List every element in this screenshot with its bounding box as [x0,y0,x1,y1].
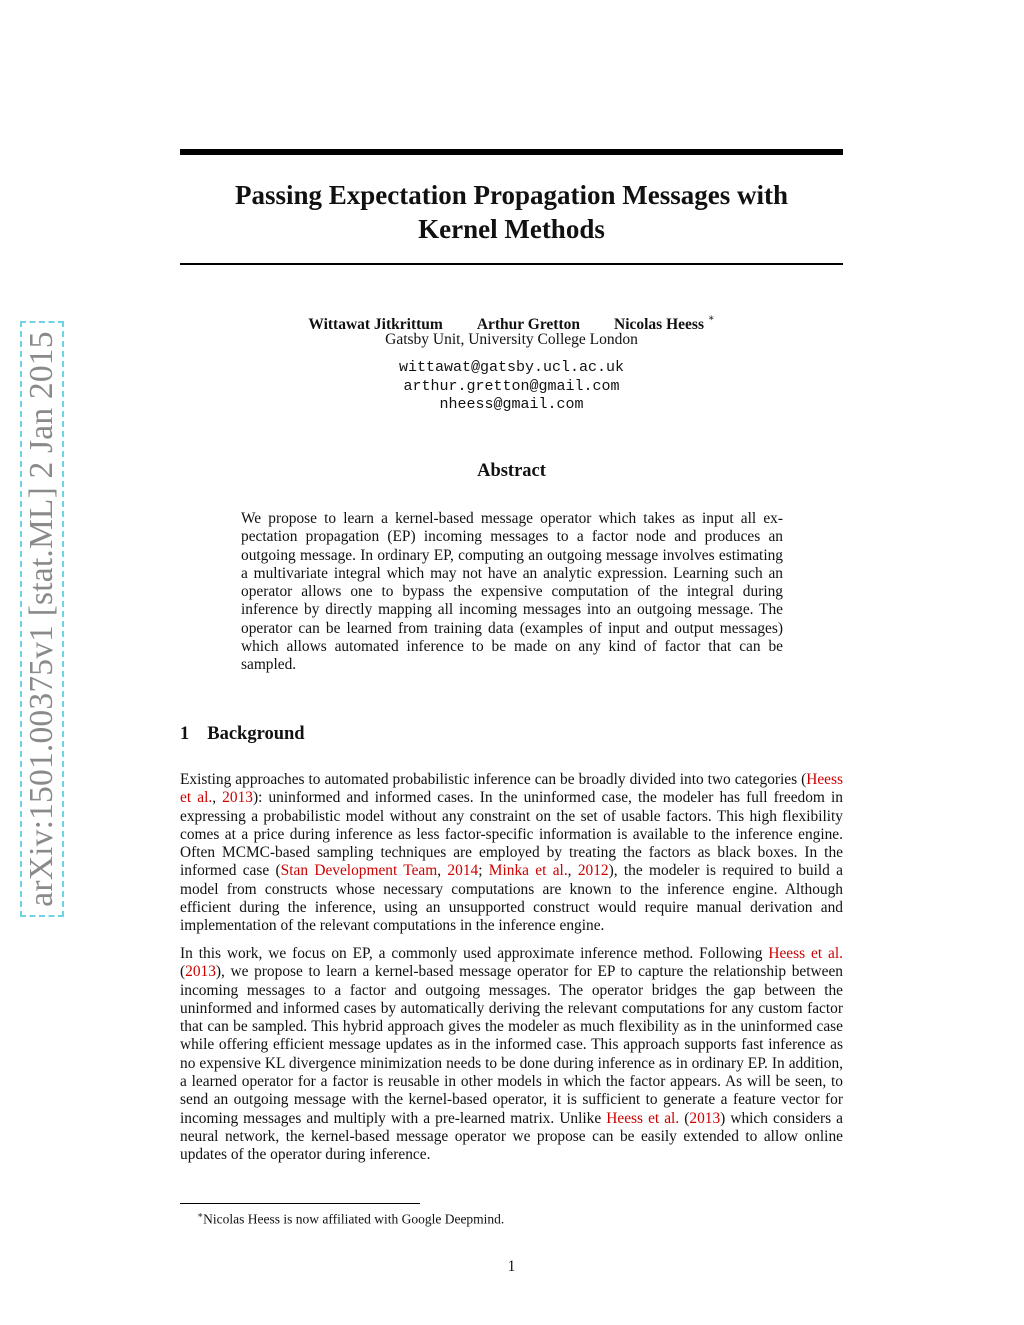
abstract-heading: Abstract [477,461,546,481]
author-affiliation: Gatsby Unit, University College London [385,331,638,348]
citation-link[interactable]: 2013 [185,963,216,981]
section-number: 1 [180,724,190,744]
footnote-mark: ∗ [197,1210,204,1220]
citation-link[interactable]: Stan Development Team [280,862,438,880]
citation-link[interactable]: Heess et al. [606,1109,680,1127]
abstract-text: We propose to learn a kernel-based message operator which takes as input all expectation propagation (EP) incoming messages to a factor node and produces an outgoing message. In ordinary EP, computing an outgoing message involves estimating a multivariate integral which may not have an analytic expression. Learning such an operator allows one to bypass the expensive computation of the integral during inference by directly mapping all incoming messages into an outgoing message. The operator can be learned from training data (examples of input and output messages) which allows automated inference to be made on any kind of factor that can be sampled. [241,510,783,674]
email-address: arthur.gretton@gmail.com [403,377,620,395]
paper-title [180,178,843,246]
author-name: Nicolas Heess ∗ [614,313,715,334]
title-top-rule [180,149,843,155]
citation-link[interactable]: Heess et al. [180,771,843,807]
arxiv-identifier: arXiv:1501.00375v1 [stat.ML] 2 Jan 2015 [23,331,60,907]
section-heading [180,724,305,745]
page-number: 1 [507,1258,516,1275]
title-bottom-rule [180,263,843,265]
author-footnote-mark: ∗ [707,313,715,324]
author-name: Arthur Gretton [476,316,580,334]
footnote-divider [180,1203,420,1204]
section-title: Background [207,724,305,744]
citation-link[interactable]: Minka et al. [488,862,568,880]
author-name: Wittawat Jitkrittum [308,316,443,334]
citation-link[interactable]: 2014 [447,862,479,880]
citation-link[interactable]: 2013 [222,789,253,807]
citation-link[interactable]: 2013 [689,1109,721,1127]
email-address: nheess@gmail.com [439,396,584,413]
background-paragraph-1: Existing approaches to automated probabilistic inference can be broadly divided into two categories (Heess et al., 2013): uninformed and informed cases. In the uninformed case, the modeler has full freedom in expressing a probabilistic model without any constraint on the set of usable factors. This high flexibility comes at a price during inference as less factor-specific information is available to the inference engine. Often MCMC-based sampling techniques are employed by treating the factors as black boxes. In the informed case (Stan Development Team, 2014; Minka et al., 2012), the modeler is required to build a model from constructs whose necessary computations are known to the inference engine. Although efficient during the inference, using an unsupported construct would require manual derivation and implementation of the relevant computations in the inference engine. [180,771,844,935]
title-line-2: Kernel Methods [418,214,605,244]
citation-link[interactable]: Heess et al. [768,945,843,962]
email-address: wittawat@gatsby.ucl.ac.uk [398,359,625,376]
citation-link[interactable]: 2012 [577,862,609,880]
footnote [197,1207,504,1228]
footnote-text: Nicolas Heess is now affiliated with Google Deepmind. [203,1211,505,1227]
title-line-1: Passing Expectation Propagation Messages with [234,180,788,210]
author-emails [180,359,843,415]
background-paragraph-2: In this work, we focus on EP, a commonly used approximate inference method. Following Heess et al. (2013), we propose to learn a kernel-based message operator for EP to capture the relationship between incoming messages to a factor and outgoing messages. The operator bridges the gap between the uninformed and informed cases by automatically deriving the relevant computations for any custom factor that can be sampled. This hybrid approach gives the modeler as much flexibility as in the uninformed case while offering efficient message updates as in the informed case. This approach supports fast inference as no expensive KL divergence minimization needs to be done during inference as in ordinary EP. In addition, a learned operator for a factor is reusable in other models in which the factor appears. As will be seen, to send an outgoing message with the kernel-based operator, it is sufficient to generate a feature vector for incoming messages and multiply with a pre-learned matrix. Unlike Heess et al. (2013) which considers a neural network, the kernel-based message operator we propose can be easily extended to allow online updates of the operator during inference. [180,945,843,1164]
arxiv-sidebar-stamp [20,321,64,917]
